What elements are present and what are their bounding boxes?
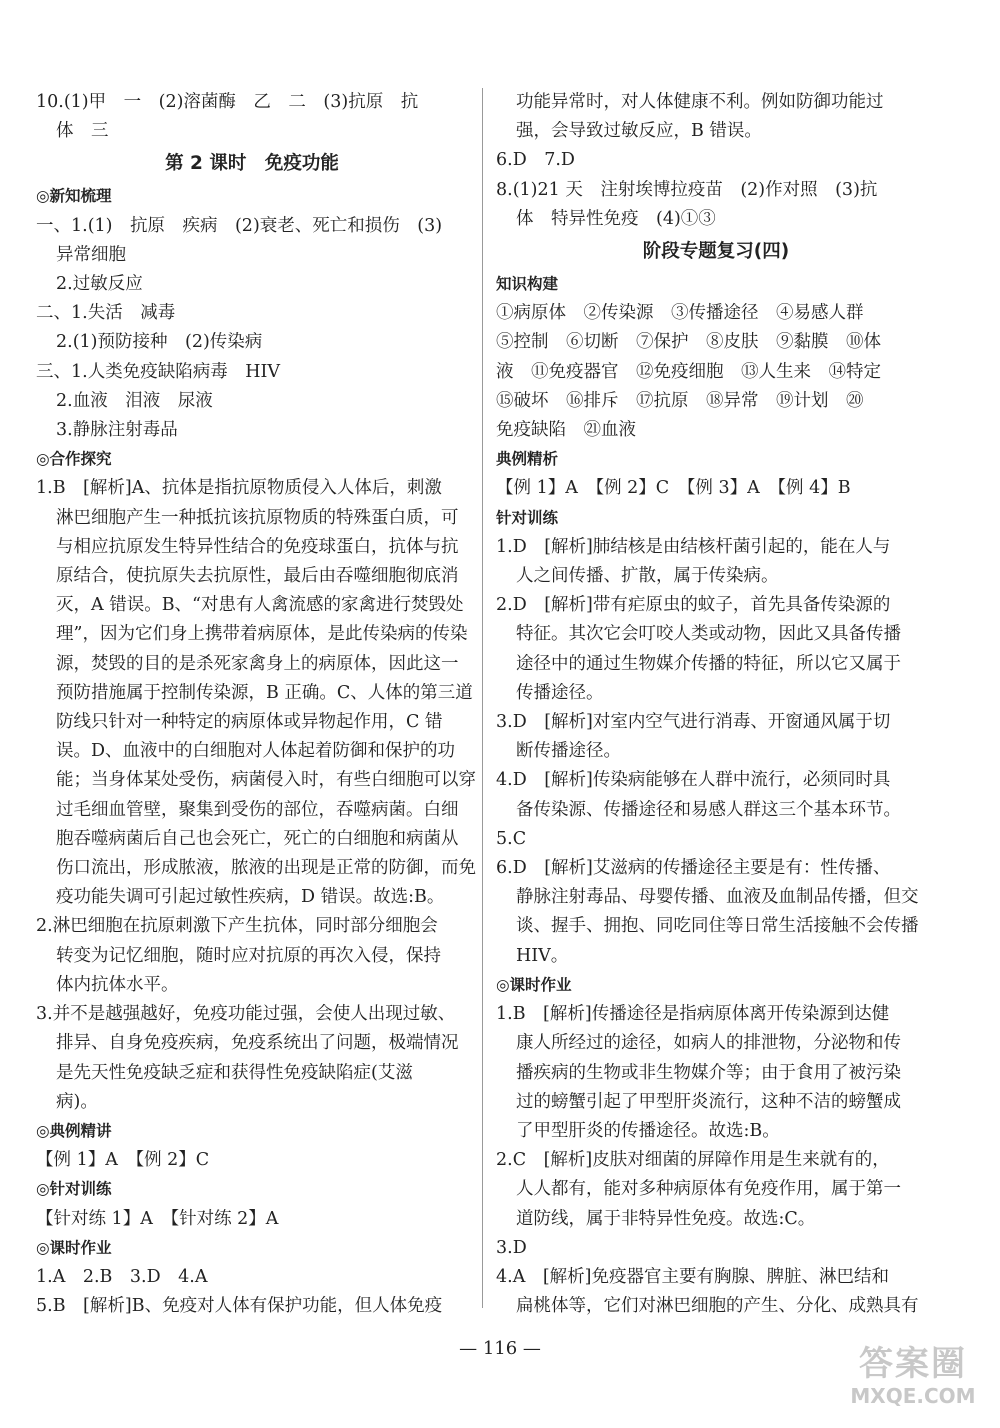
text-line: 过的螃蟹引起了甲型肝炎流行，这种不洁的螃蟹成 bbox=[516, 1091, 901, 1112]
text-line: 误。D、血液中的白细胞对人体起着防御和保护的功 bbox=[56, 741, 456, 762]
text-line: 2.淋巴细胞在抗原刺激下产生抗体，同时部分细胞会 bbox=[36, 916, 438, 937]
text-line: 静脉注射毒品、母婴传播、血液及血制品传播，但交 bbox=[516, 887, 919, 908]
text-line: 康人所经过的途径，如病人的排泄物，分泌物和传 bbox=[516, 1033, 901, 1054]
text-line: 1.B [解析]A、抗体是指抗原物质侵入人体后，刺激 bbox=[36, 478, 442, 499]
text-line: ①病原体 ②传染源 ③传播途径 ④易感人群 bbox=[496, 303, 864, 324]
subsection-label: ◎课时作业 bbox=[36, 1238, 112, 1257]
text-line: 5.C bbox=[496, 828, 527, 849]
text-line: 过毛细血管壁，聚集到受伤的部位，吞噬病菌。白细 bbox=[56, 799, 459, 820]
text-line: 能；当身体某处受伤，病菌侵入时，有些白细胞可以穿 bbox=[56, 770, 476, 791]
text-line: 伤口流出，形成脓液，脓液的出现是正常的防御，而免 bbox=[56, 858, 476, 879]
text-line: 2.C [解析]皮肤对细菌的屏障作用是生来就有的， bbox=[496, 1150, 890, 1171]
text-line: 谈、握手、拥抱、同吃同住等日常生活接触不会传播 bbox=[516, 916, 919, 937]
subsection-label: 针对训练 bbox=[496, 508, 559, 527]
left-column bbox=[36, 88, 476, 1321]
text-line: 液 ⑪免疫器官 ⑫免疫细胞 ⑬人生来 ⑭特定 bbox=[496, 361, 881, 382]
subsection-label: ◎课时作业 bbox=[496, 975, 572, 994]
text-line: 与相应抗原发生特异性结合的免疫球蛋白，抗体与抗 bbox=[56, 536, 459, 557]
text-line: 6.D [解析]艾滋病的传播途径主要是有：性传播、 bbox=[496, 858, 891, 879]
text-line: 预防措施属于控制传染源，B 正确。C、人体的第三道 bbox=[56, 682, 473, 703]
text-line: 断传播途径。 bbox=[516, 741, 621, 762]
text-line: 病)。 bbox=[56, 1091, 98, 1112]
text-line: 转变为记忆细胞，随时应对抗原的再次入侵，保持 bbox=[56, 945, 441, 966]
text-line: 2.D [解析]带有疟原虫的蚊子，首先具备传染源的 bbox=[496, 595, 891, 616]
text-line: 疫功能失调可引起过敏性疾病，D 错误。故选:B。 bbox=[56, 887, 445, 908]
text-line: 传播途径。 bbox=[516, 682, 604, 703]
text-line: 1.A 2.B 3.D 4.A bbox=[36, 1266, 208, 1287]
text-line: 免疫缺陷 ㉑血液 bbox=[496, 420, 636, 441]
text-line: 6.D 7.D bbox=[496, 150, 575, 171]
text-line: 是先天性免疫缺乏症和获得性免疫缺陷症(艾滋 bbox=[56, 1062, 413, 1083]
text-line: 扁桃体等，它们对淋巴细胞的产生、分化、成熟具有 bbox=[516, 1296, 919, 1317]
watermark-logo bbox=[838, 1344, 988, 1414]
page-number: — 116 — bbox=[459, 1338, 541, 1359]
text-line: 体 特异性免疫 (4)①③ bbox=[516, 208, 716, 229]
text-line: 理”，因为它们身上携带着病原体，是此传染病的传染 bbox=[56, 624, 468, 645]
text-line: ⑤控制 ⑥切断 ⑦保护 ⑧皮肤 ⑨黏膜 ⑩体 bbox=[496, 332, 881, 353]
text-line: 体内抗体水平。 bbox=[56, 974, 179, 995]
text-line: 5.B [解析]B、免疫对人体有保护功能，但人体免疫 bbox=[36, 1296, 443, 1317]
subsection-label: 典例精析 bbox=[496, 450, 559, 469]
text-line: ⑮破坏 ⑯排斥 ⑰抗原 ⑱异常 ⑲计划 ⑳ bbox=[496, 390, 864, 411]
section-heading: 第 2 课时 免疫功能 bbox=[165, 153, 339, 175]
text-line: 功能异常时，对人体健康不利。例如防御功能过 bbox=[516, 92, 884, 112]
text-line: 播疾病的生物或非生物媒介等；由于食用了被污染 bbox=[516, 1062, 901, 1083]
text-line: 特征。其次它会叮咬人类或动物，因此又具备传播 bbox=[516, 624, 901, 645]
text-line: 排异、自身免疫疾病，免疫系统出了问题，极端情况 bbox=[56, 1033, 459, 1054]
text-line: 了甲型肝炎的传播途径。故选:B。 bbox=[516, 1120, 780, 1141]
text-line: 防线只针对一种特定的病原体或异物起作用，C 错 bbox=[56, 712, 443, 733]
watermark-title: 答案圈 bbox=[859, 1344, 967, 1384]
text-line: 【例 1】A 【例 2】C bbox=[36, 1150, 210, 1171]
text-line: 2.过敏反应 bbox=[56, 274, 143, 295]
text-line: 一、1.(1) 抗原 疾病 (2)衰老、死亡和损伤 (3) bbox=[36, 215, 443, 236]
text-line: 【例 1】A 【例 2】C 【例 3】A 【例 4】B bbox=[496, 478, 851, 499]
text-line: 8.(1)21 天 注射埃博拉疫苗 (2)作对照 (3)抗 bbox=[496, 179, 878, 200]
subsection-label: ◎典例精讲 bbox=[36, 1121, 112, 1140]
text-line: 强，会导致过敏反应，B 错误。 bbox=[516, 121, 762, 142]
text-line: 灭，A 错误。B、“对患有人禽流感的家禽进行焚毁处 bbox=[56, 595, 464, 616]
text-line: 体 三 bbox=[56, 121, 109, 142]
text-line: 道防线，属于非特异性免疫。故选:C。 bbox=[516, 1208, 816, 1229]
text-line: 异常细胞 bbox=[56, 244, 126, 265]
right-column bbox=[496, 88, 936, 1321]
text-line: 3.并不是越强越好，免疫功能过强，会使人出现过敏、 bbox=[36, 1004, 456, 1025]
text-line: 1.B [解析]传播途径是指病原体离开传染源到达健 bbox=[496, 1004, 890, 1025]
text-line: 胞吞噬病菌后自己也会死亡，死亡的白细胞和病菌从 bbox=[56, 828, 459, 849]
text-line: HIV。 bbox=[516, 945, 569, 966]
section-heading: 阶段专题复习(四) bbox=[642, 241, 790, 263]
text-line: 【针对练 1】A 【针对练 2】A bbox=[36, 1208, 279, 1229]
text-line: 人之间传播、扩散，属于传染病。 bbox=[516, 566, 779, 587]
text-line: 10.(1)甲 一 (2)溶菌酶 乙 二 (3)抗原 抗 bbox=[36, 92, 419, 112]
text-line: 3.D [解析]对室内空气进行消毒、开窗通风属于切 bbox=[496, 712, 891, 733]
text-line: 三、1.人类免疫缺陷病毒 HIV bbox=[36, 361, 281, 382]
text-line: 2.血液 泪液 尿液 bbox=[56, 390, 213, 411]
subsection-label: 知识构建 bbox=[496, 275, 559, 294]
text-line: 3.静脉注射毒品 bbox=[56, 420, 178, 441]
text-line: 4.A [解析]免疫器官主要有胸腺、脾脏、淋巴结和 bbox=[496, 1266, 889, 1287]
text-line: 4.D [解析]传染病能够在人群中流行，必须同时具 bbox=[496, 770, 891, 791]
watermark-url: MXQE.COM bbox=[850, 1384, 976, 1408]
text-line: 1.D [解析]肺结核是由结核杆菌引起的，能在人与 bbox=[496, 536, 891, 557]
text-line: 2.(1)预防接种 (2)传染病 bbox=[56, 332, 263, 353]
text-line: 源，焚毁的目的是杀死家禽身上的病原体，因此这一 bbox=[56, 653, 459, 674]
column-divider bbox=[482, 88, 483, 1308]
text-line: 二、1.失活 减毒 bbox=[36, 303, 176, 324]
subsection-label: ◎合作探究 bbox=[36, 450, 112, 469]
text-line: 原结合，使抗原失去抗原性，最后由吞噬细胞彻底消 bbox=[56, 566, 459, 587]
subsection-label: ◎新知梳理 bbox=[36, 187, 112, 206]
subsection-label: ◎针对训练 bbox=[36, 1180, 112, 1199]
text-line: 人人都有，能对多种病原体有免疫作用，属于第一 bbox=[516, 1179, 901, 1200]
text-line: 备传染源、传播途径和易感人群这三个基本环节。 bbox=[516, 799, 901, 820]
text-line: 淋巴细胞产生一种抵抗该抗原物质的特殊蛋白质，可 bbox=[56, 507, 459, 528]
text-line: 3.D bbox=[496, 1237, 527, 1258]
text-line: 途径中的通过生物媒介传播的特征，所以它又属于 bbox=[516, 653, 901, 674]
